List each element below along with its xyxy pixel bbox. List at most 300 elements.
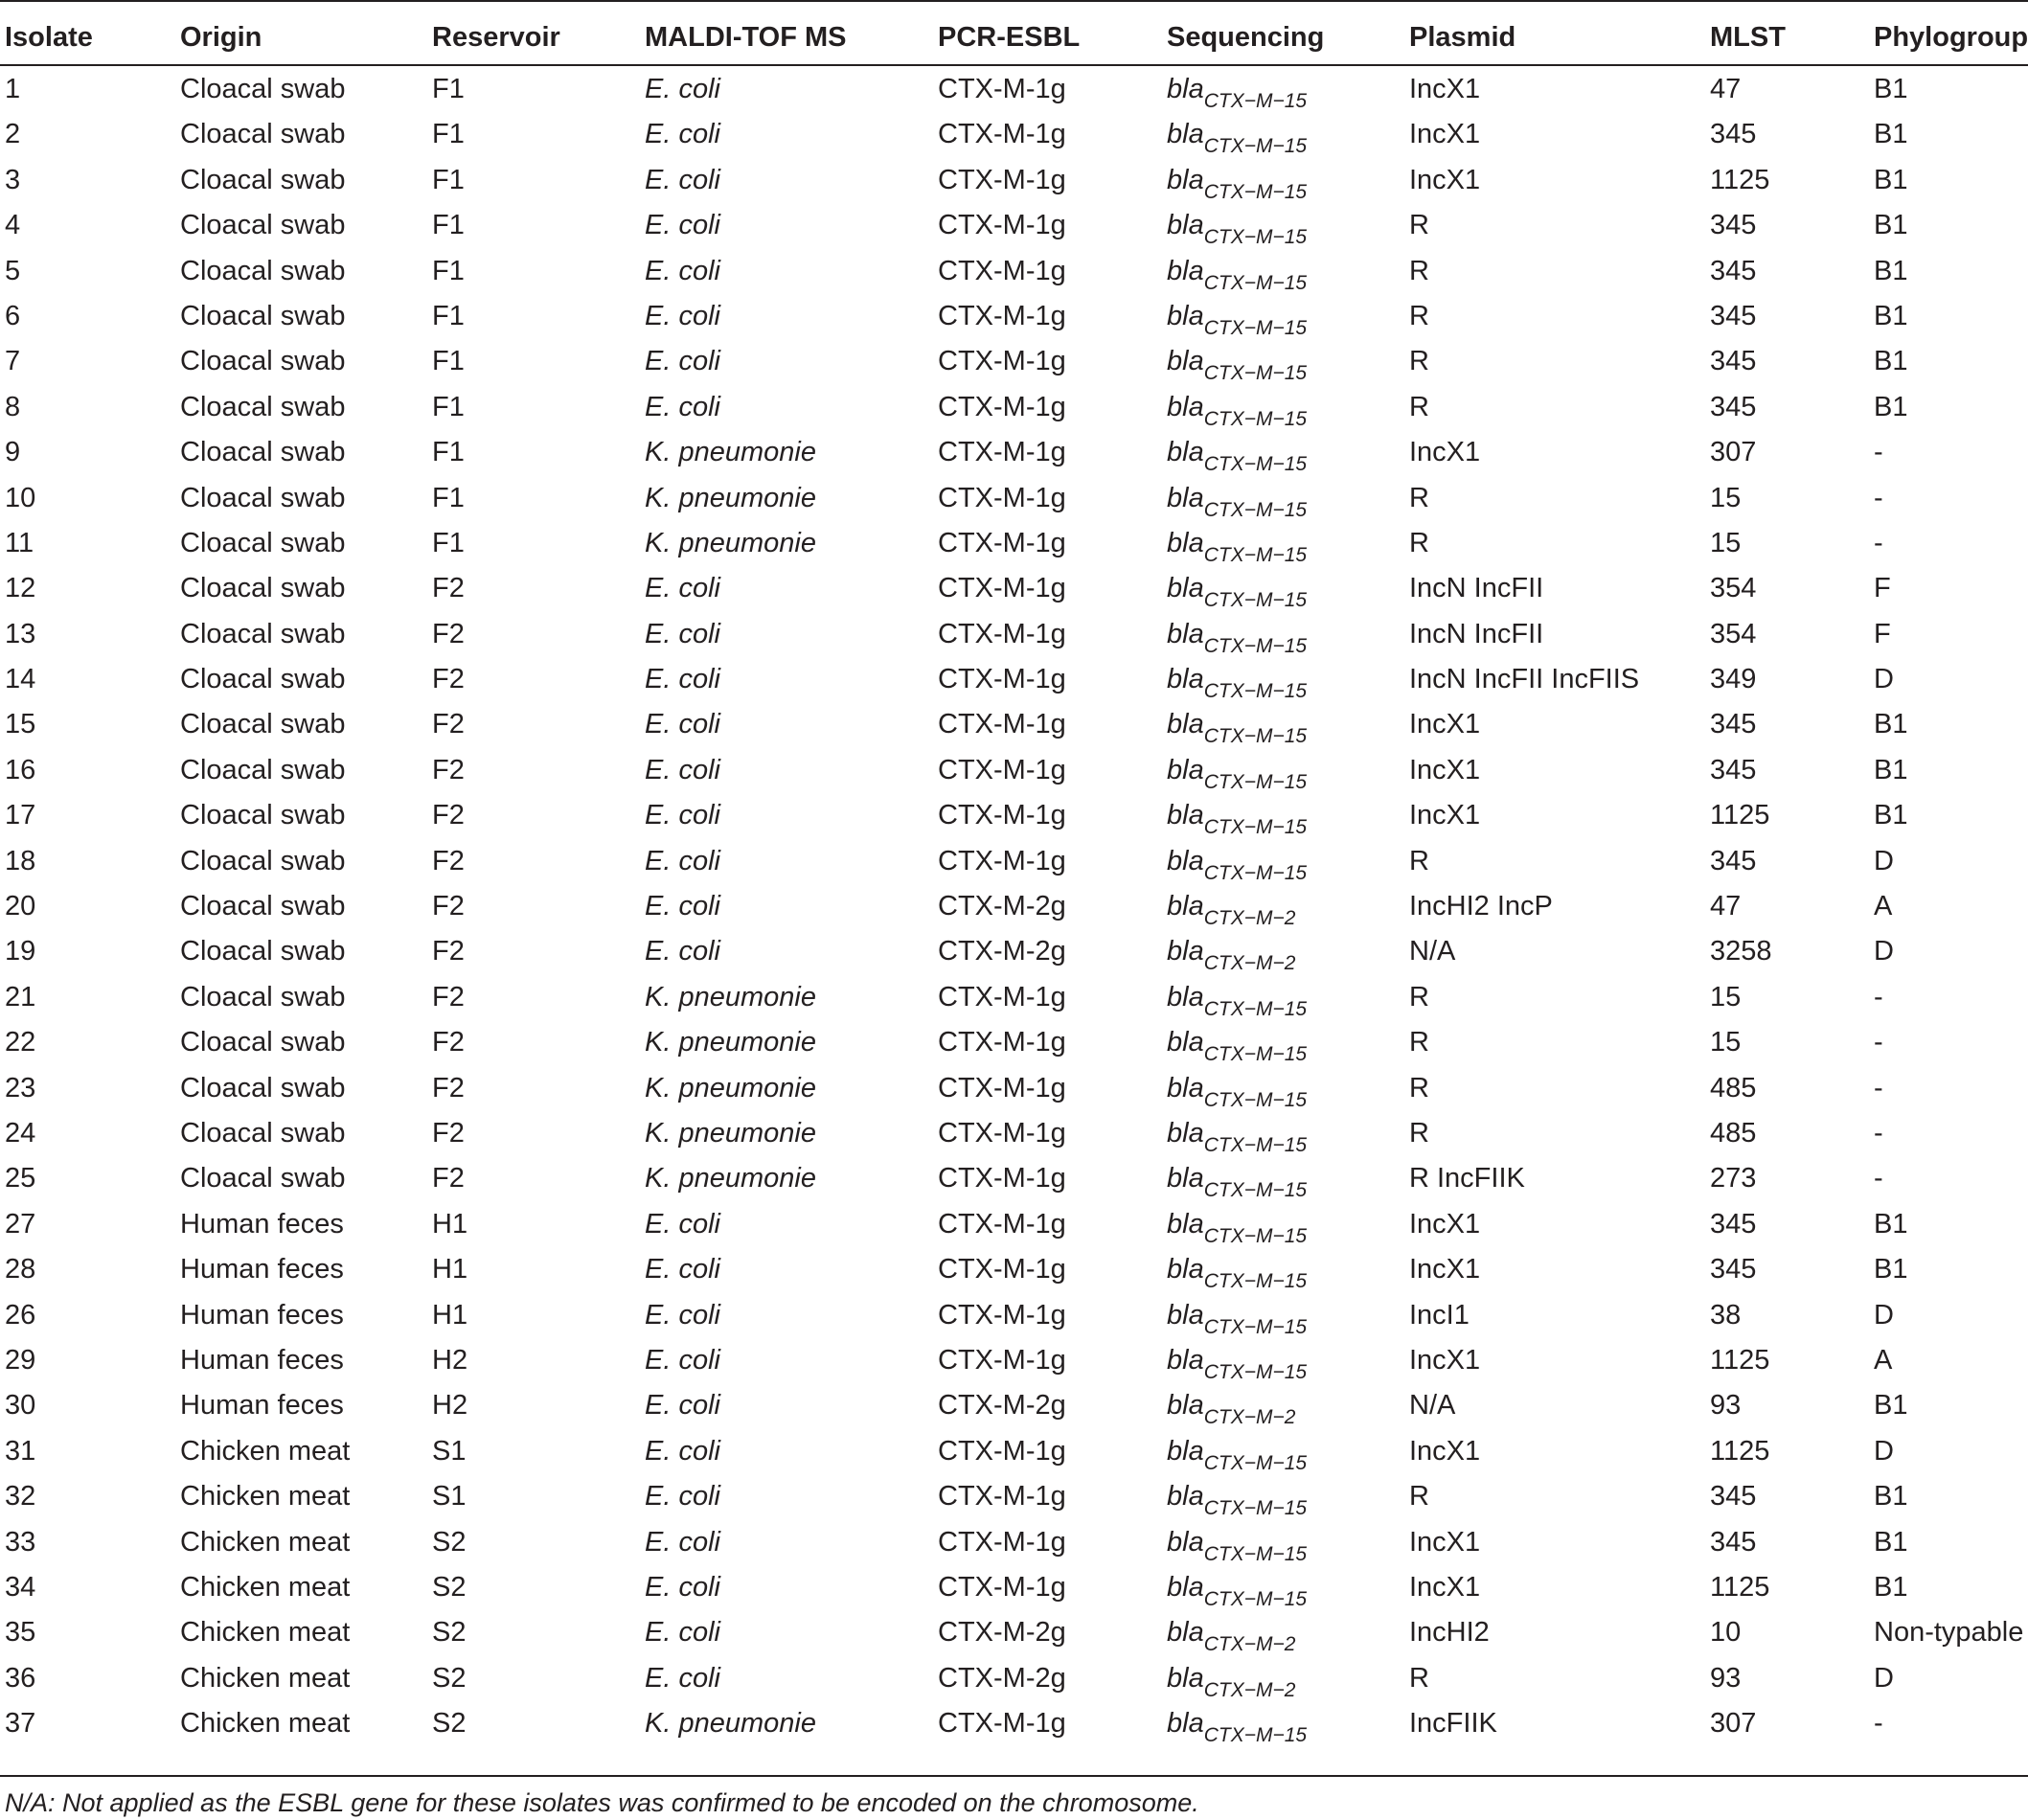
cell-isolate: 28 — [5, 1254, 36, 1285]
cell-origin: Human feces — [180, 1254, 344, 1285]
cell-reservoir: S1 — [432, 1481, 467, 1513]
table-row — [0, 338, 2028, 383]
cell-sequencing — [1167, 1344, 1308, 1383]
cell-isolate: 15 — [5, 709, 36, 740]
cell-phylogroup: B1 — [1874, 1390, 1908, 1422]
gene-prefix: bla — [1167, 891, 1204, 922]
gene-prefix: bla — [1167, 164, 1204, 195]
cell-sequencing — [1167, 1163, 1308, 1202]
table-row — [0, 928, 2028, 973]
gene-prefix: bla — [1167, 1027, 1204, 1058]
cell-origin: Human feces — [180, 1208, 344, 1240]
cell-pcr-esbl: CTX-M-1g — [938, 1072, 1066, 1103]
gene-subscript: CTX−M−15 — [1203, 1270, 1308, 1293]
cell-plasmid: R IncFIIK — [1409, 1163, 1525, 1194]
cell-pcr-esbl: CTX-M-1g — [938, 845, 1066, 876]
cell-mlst: 38 — [1710, 1299, 1742, 1331]
cell-sequencing — [1167, 300, 1308, 339]
cell-plasmid: IncX1 — [1409, 437, 1481, 468]
gene-subscript: CTX−M−15 — [1203, 634, 1308, 657]
gene-subscript: CTX−M−15 — [1203, 1043, 1308, 1066]
cell-maldi-tof-ms: E. coli — [645, 1662, 720, 1694]
cell-plasmid: IncX1 — [1409, 1254, 1481, 1285]
cell-phylogroup: B1 — [1874, 119, 1908, 150]
cell-pcr-esbl: CTX-M-1g — [938, 437, 1066, 468]
gene-prefix: bla — [1167, 1072, 1204, 1103]
cell-phylogroup: D — [1874, 664, 1894, 695]
header-pcr-esbl: PCR-ESBL — [938, 22, 1081, 53]
cell-phylogroup: B1 — [1874, 346, 1908, 377]
gene-prefix: bla — [1167, 437, 1204, 468]
cell-maldi-tof-ms: E. coli — [645, 119, 720, 150]
cell-mlst: 93 — [1710, 1390, 1742, 1422]
cell-mlst: 15 — [1710, 1027, 1742, 1058]
table-row — [0, 66, 2028, 111]
table-row — [0, 656, 2028, 701]
cell-phylogroup: F — [1874, 573, 1891, 604]
cell-pcr-esbl: CTX-M-2g — [938, 1662, 1066, 1694]
cell-sequencing — [1167, 845, 1308, 884]
cell-mlst: 345 — [1710, 391, 1757, 422]
cell-plasmid: N/A — [1409, 936, 1456, 967]
cell-maldi-tof-ms: E. coli — [645, 1526, 720, 1558]
cell-isolate: 5 — [5, 255, 21, 286]
gene-subscript: CTX−M−15 — [1203, 1724, 1308, 1747]
cell-plasmid: N/A — [1409, 1390, 1456, 1422]
cell-pcr-esbl: CTX-M-1g — [938, 1708, 1066, 1740]
cell-maldi-tof-ms: E. coli — [645, 300, 720, 331]
cell-phylogroup: B1 — [1874, 1526, 1908, 1558]
cell-plasmid: R — [1409, 1072, 1429, 1103]
cell-maldi-tof-ms: K. pneumonie — [645, 1027, 816, 1058]
cell-phylogroup: - — [1874, 981, 1883, 1012]
cell-origin: Cloacal swab — [180, 845, 346, 876]
cell-isolate: 19 — [5, 936, 36, 967]
cell-mlst: 1125 — [1710, 800, 1770, 831]
cell-phylogroup: B1 — [1874, 391, 1908, 422]
cell-sequencing — [1167, 1299, 1308, 1338]
cell-pcr-esbl: CTX-M-1g — [938, 573, 1066, 604]
gene-prefix: bla — [1167, 1254, 1204, 1285]
cell-reservoir: F2 — [432, 936, 465, 967]
table-row — [0, 1700, 2028, 1745]
cell-plasmid: IncX1 — [1409, 709, 1481, 740]
cell-reservoir: F2 — [432, 1163, 465, 1194]
cell-origin: Cloacal swab — [180, 346, 346, 377]
cell-pcr-esbl: CTX-M-1g — [938, 709, 1066, 740]
cell-plasmid: R — [1409, 845, 1429, 876]
cell-pcr-esbl: CTX-M-1g — [938, 1208, 1066, 1240]
cell-reservoir: F2 — [432, 1027, 465, 1058]
cell-plasmid: IncX1 — [1409, 800, 1481, 831]
cell-origin: Cloacal swab — [180, 119, 346, 150]
table-row — [0, 1201, 2028, 1246]
cell-pcr-esbl: CTX-M-2g — [938, 891, 1066, 922]
cell-mlst: 307 — [1710, 1708, 1757, 1740]
cell-pcr-esbl: CTX-M-2g — [938, 936, 1066, 967]
cell-maldi-tof-ms: E. coli — [645, 800, 720, 831]
cell-reservoir: H1 — [432, 1299, 468, 1331]
cell-reservoir: S2 — [432, 1708, 467, 1740]
cell-isolate: 14 — [5, 664, 36, 695]
table-row — [0, 1382, 2028, 1427]
table-row — [0, 1473, 2028, 1518]
gene-subscript: CTX−M−15 — [1203, 1315, 1308, 1338]
table-row — [0, 1246, 2028, 1291]
cell-mlst: 345 — [1710, 300, 1757, 331]
cell-phylogroup: B1 — [1874, 74, 1908, 104]
gene-prefix: bla — [1167, 800, 1204, 831]
cell-sequencing — [1167, 1435, 1308, 1474]
cell-isolate: 33 — [5, 1526, 36, 1558]
cell-isolate: 9 — [5, 437, 21, 468]
cell-mlst: 345 — [1710, 255, 1757, 286]
header-isolate: Isolate — [5, 22, 93, 53]
cell-plasmid: IncX1 — [1409, 164, 1481, 195]
cell-mlst: 93 — [1710, 1662, 1742, 1694]
cell-mlst: 345 — [1710, 346, 1757, 377]
gene-subscript: CTX−M−2 — [1203, 1406, 1296, 1429]
cell-phylogroup: A — [1874, 1344, 1893, 1376]
cell-pcr-esbl: CTX-M-1g — [938, 1344, 1066, 1376]
cell-sequencing — [1167, 1662, 1296, 1701]
cell-phylogroup: B1 — [1874, 210, 1908, 241]
table-row — [0, 248, 2028, 293]
cell-phylogroup: B1 — [1874, 300, 1908, 331]
cell-plasmid: IncX1 — [1409, 754, 1481, 785]
cell-plasmid: IncX1 — [1409, 1526, 1481, 1558]
cell-maldi-tof-ms: E. coli — [645, 573, 720, 604]
gene-prefix: bla — [1167, 981, 1204, 1012]
cell-reservoir: F1 — [432, 391, 465, 422]
cell-origin: Cloacal swab — [180, 300, 346, 331]
header-phylogroup: Phylogroup — [1874, 22, 2028, 53]
cell-origin: Cloacal swab — [180, 800, 346, 831]
cell-phylogroup: - — [1874, 1163, 1883, 1194]
cell-phylogroup: D — [1874, 1299, 1894, 1331]
cell-sequencing — [1167, 391, 1308, 430]
gene-subscript: CTX−M−15 — [1203, 316, 1308, 339]
cell-phylogroup: B1 — [1874, 164, 1908, 195]
cell-origin: Cloacal swab — [180, 164, 346, 195]
cell-sequencing — [1167, 210, 1308, 249]
cell-maldi-tof-ms: K. pneumonie — [645, 527, 816, 558]
cell-pcr-esbl: CTX-M-1g — [938, 1481, 1066, 1513]
gene-subscript: CTX−M−15 — [1203, 1542, 1308, 1565]
cell-phylogroup: D — [1874, 936, 1894, 967]
cell-origin: Chicken meat — [180, 1708, 351, 1740]
gene-prefix: bla — [1167, 1208, 1204, 1240]
cell-origin: Cloacal swab — [180, 709, 346, 740]
cell-mlst: 307 — [1710, 437, 1757, 468]
cell-plasmid: R — [1409, 1662, 1429, 1694]
cell-reservoir: F1 — [432, 210, 465, 241]
table-row — [0, 1019, 2028, 1064]
cell-plasmid: R — [1409, 391, 1429, 422]
table-row — [0, 1065, 2028, 1110]
cell-isolate: 26 — [5, 1299, 36, 1331]
gene-prefix: bla — [1167, 1344, 1204, 1376]
gene-subscript: CTX−M−15 — [1203, 135, 1308, 158]
cell-reservoir: F1 — [432, 346, 465, 377]
table-row — [0, 384, 2028, 429]
gene-subscript: CTX−M−15 — [1203, 861, 1308, 884]
cell-pcr-esbl: CTX-M-1g — [938, 1117, 1066, 1149]
cell-pcr-esbl: CTX-M-1g — [938, 1254, 1066, 1285]
gene-subscript: CTX−M−15 — [1203, 90, 1308, 112]
cell-maldi-tof-ms: E. coli — [645, 936, 720, 967]
cell-pcr-esbl: CTX-M-1g — [938, 210, 1066, 241]
cell-reservoir: S2 — [432, 1571, 467, 1603]
cell-sequencing — [1167, 346, 1308, 385]
cell-maldi-tof-ms: E. coli — [645, 1254, 720, 1285]
cell-isolate: 10 — [5, 482, 36, 513]
cell-origin: Cloacal swab — [180, 482, 346, 513]
cell-sequencing — [1167, 1526, 1308, 1565]
cell-phylogroup: - — [1874, 1072, 1883, 1103]
table-row — [0, 1155, 2028, 1200]
table-row — [0, 429, 2028, 474]
cell-plasmid: IncHI2 — [1409, 1617, 1490, 1649]
gene-prefix: bla — [1167, 664, 1204, 695]
gene-subscript: CTX−M−15 — [1203, 1497, 1308, 1520]
cell-maldi-tof-ms: E. coli — [645, 1617, 720, 1649]
header-origin: Origin — [180, 22, 262, 53]
table-row — [0, 883, 2028, 928]
cell-origin: Cloacal swab — [180, 527, 346, 558]
cell-reservoir: H2 — [432, 1390, 468, 1422]
cell-reservoir: F1 — [432, 164, 465, 195]
header-reservoir: Reservoir — [432, 22, 560, 53]
gene-subscript: CTX−M−15 — [1203, 1179, 1308, 1202]
gene-subscript: CTX−M−15 — [1203, 543, 1308, 566]
cell-origin: Human feces — [180, 1299, 344, 1331]
cell-isolate: 31 — [5, 1435, 36, 1467]
cell-pcr-esbl: CTX-M-1g — [938, 1299, 1066, 1331]
cell-phylogroup: D — [1874, 1662, 1894, 1694]
gene-subscript: CTX−M−15 — [1203, 362, 1308, 385]
cell-sequencing — [1167, 482, 1308, 521]
cell-reservoir: S2 — [432, 1662, 467, 1694]
table-row — [0, 1292, 2028, 1337]
cell-sequencing — [1167, 664, 1308, 703]
table-row — [0, 1428, 2028, 1473]
table-row — [0, 1110, 2028, 1155]
cell-sequencing — [1167, 754, 1308, 793]
gene-subscript: CTX−M−15 — [1203, 1587, 1308, 1610]
table-row — [0, 838, 2028, 883]
cell-sequencing — [1167, 1708, 1308, 1747]
table-row — [0, 701, 2028, 746]
gene-prefix: bla — [1167, 618, 1204, 649]
gene-subscript: CTX−M−15 — [1203, 725, 1308, 748]
cell-origin: Chicken meat — [180, 1662, 351, 1694]
cell-origin: Cloacal swab — [180, 891, 346, 922]
gene-subscript: CTX−M−2 — [1203, 952, 1296, 975]
gene-subscript: CTX−M−15 — [1203, 180, 1308, 203]
cell-maldi-tof-ms: E. coli — [645, 754, 720, 785]
cell-maldi-tof-ms: K. pneumonie — [645, 1708, 816, 1740]
cell-pcr-esbl: CTX-M-1g — [938, 981, 1066, 1012]
gene-subscript: CTX−M−15 — [1203, 498, 1308, 521]
cell-origin: Cloacal swab — [180, 255, 346, 286]
cell-isolate: 7 — [5, 346, 21, 377]
cell-maldi-tof-ms: K. pneumonie — [645, 1072, 816, 1103]
cell-origin: Cloacal swab — [180, 618, 346, 649]
cell-sequencing — [1167, 1617, 1296, 1656]
gene-prefix: bla — [1167, 1299, 1204, 1331]
table-row — [0, 157, 2028, 202]
cell-pcr-esbl: CTX-M-1g — [938, 482, 1066, 513]
gene-subscript: CTX−M−15 — [1203, 770, 1308, 793]
cell-pcr-esbl: CTX-M-2g — [938, 1617, 1066, 1649]
cell-phylogroup: F — [1874, 618, 1891, 649]
cell-reservoir: F2 — [432, 664, 465, 695]
gene-prefix: bla — [1167, 346, 1204, 377]
header-mlst: MLST — [1710, 22, 1786, 53]
cell-origin: Cloacal swab — [180, 936, 346, 967]
table-footnote: N/A: Not applied as the ESBL gene for these isolates was confirmed to be encoded on the chromosome. — [5, 1788, 1199, 1817]
cell-pcr-esbl: CTX-M-1g — [938, 1163, 1066, 1194]
cell-plasmid: R — [1409, 346, 1429, 377]
cell-phylogroup: - — [1874, 527, 1883, 558]
cell-maldi-tof-ms: E. coli — [645, 255, 720, 286]
gene-subscript: CTX−M−15 — [1203, 680, 1308, 703]
table-body — [0, 66, 2028, 1745]
cell-mlst: 485 — [1710, 1072, 1757, 1103]
gene-prefix: bla — [1167, 573, 1204, 604]
cell-phylogroup: B1 — [1874, 1481, 1908, 1513]
cell-mlst: 345 — [1710, 845, 1757, 876]
gene-prefix: bla — [1167, 482, 1204, 513]
cell-sequencing — [1167, 437, 1308, 476]
cell-isolate: 29 — [5, 1344, 36, 1376]
cell-sequencing — [1167, 981, 1308, 1020]
cell-reservoir: S1 — [432, 1435, 467, 1467]
cell-origin: Cloacal swab — [180, 664, 346, 695]
cell-origin: Cloacal swab — [180, 74, 346, 104]
cell-sequencing — [1167, 709, 1308, 748]
gene-subscript: CTX−M−15 — [1203, 271, 1308, 294]
cell-mlst: 485 — [1710, 1117, 1757, 1149]
cell-reservoir: F2 — [432, 800, 465, 831]
cell-origin: Cloacal swab — [180, 1117, 346, 1149]
table-row — [0, 565, 2028, 610]
cell-isolate: 3 — [5, 164, 21, 195]
cell-isolate: 8 — [5, 391, 21, 422]
cell-plasmid: IncX1 — [1409, 1344, 1481, 1376]
cell-maldi-tof-ms: E. coli — [645, 891, 720, 922]
cell-sequencing — [1167, 1208, 1308, 1247]
cell-reservoir: F1 — [432, 255, 465, 286]
table-row — [0, 1609, 2028, 1654]
cell-mlst: 345 — [1710, 1254, 1757, 1285]
cell-isolate: 2 — [5, 119, 21, 150]
cell-isolate: 37 — [5, 1708, 36, 1740]
cell-phylogroup: - — [1874, 437, 1883, 468]
cell-sequencing — [1167, 1072, 1308, 1111]
cell-reservoir: S2 — [432, 1526, 467, 1558]
cell-reservoir: F2 — [432, 981, 465, 1012]
cell-isolate: 30 — [5, 1390, 36, 1422]
cell-reservoir: F2 — [432, 1072, 465, 1103]
cell-sequencing — [1167, 800, 1308, 839]
cell-reservoir: F2 — [432, 1117, 465, 1149]
cell-origin: Cloacal swab — [180, 1072, 346, 1103]
cell-plasmid: R — [1409, 1481, 1429, 1513]
cell-phylogroup: B1 — [1874, 1254, 1908, 1285]
cell-reservoir: F2 — [432, 709, 465, 740]
cell-mlst: 273 — [1710, 1163, 1757, 1194]
cell-pcr-esbl: CTX-M-1g — [938, 391, 1066, 422]
cell-isolate: 22 — [5, 1027, 36, 1058]
cell-isolate: 24 — [5, 1117, 36, 1149]
gene-prefix: bla — [1167, 845, 1204, 876]
cell-origin: Cloacal swab — [180, 573, 346, 604]
cell-pcr-esbl: CTX-M-1g — [938, 1571, 1066, 1603]
cell-sequencing — [1167, 255, 1308, 294]
cell-origin: Cloacal swab — [180, 754, 346, 785]
cell-plasmid: R — [1409, 482, 1429, 513]
cell-mlst: 1125 — [1710, 1344, 1770, 1376]
cell-plasmid: IncX1 — [1409, 1571, 1481, 1603]
cell-reservoir: F1 — [432, 300, 465, 331]
cell-origin: Chicken meat — [180, 1571, 351, 1603]
gene-prefix: bla — [1167, 1481, 1204, 1513]
table-row — [0, 1655, 2028, 1700]
cell-sequencing — [1167, 573, 1308, 612]
cell-phylogroup: Non-typable — [1874, 1617, 2024, 1649]
cell-maldi-tof-ms: E. coli — [645, 391, 720, 422]
gene-prefix: bla — [1167, 255, 1204, 286]
cell-mlst: 15 — [1710, 482, 1742, 513]
cell-plasmid: IncN IncFII IncFIIS — [1409, 664, 1640, 695]
cell-maldi-tof-ms: K. pneumonie — [645, 1117, 816, 1149]
cell-origin: Chicken meat — [180, 1617, 351, 1649]
cell-isolate: 36 — [5, 1662, 36, 1694]
gene-prefix: bla — [1167, 1662, 1204, 1694]
cell-pcr-esbl: CTX-M-1g — [938, 800, 1066, 831]
gene-subscript: CTX−M−15 — [1203, 816, 1308, 839]
gene-subscript: CTX−M−2 — [1203, 1633, 1296, 1656]
cell-isolate: 35 — [5, 1617, 36, 1649]
table-row — [0, 747, 2028, 792]
cell-plasmid: IncX1 — [1409, 1208, 1481, 1240]
cell-reservoir: F2 — [432, 845, 465, 876]
cell-sequencing — [1167, 164, 1308, 203]
cell-maldi-tof-ms: K. pneumonie — [645, 437, 816, 468]
table-row — [0, 111, 2028, 156]
cell-plasmid: R — [1409, 527, 1429, 558]
cell-isolate: 21 — [5, 981, 36, 1012]
cell-mlst: 345 — [1710, 754, 1757, 785]
gene-subscript: CTX−M−15 — [1203, 1133, 1308, 1156]
gene-prefix: bla — [1167, 1390, 1204, 1422]
cell-origin: Human feces — [180, 1344, 344, 1376]
table-row — [0, 520, 2028, 565]
gene-prefix: bla — [1167, 1117, 1204, 1149]
cell-mlst: 345 — [1710, 210, 1757, 241]
cell-isolate: 27 — [5, 1208, 36, 1240]
table-row — [0, 611, 2028, 656]
cell-phylogroup: B1 — [1874, 709, 1908, 740]
cell-plasmid: IncX1 — [1409, 119, 1481, 150]
cell-maldi-tof-ms: E. coli — [645, 1435, 720, 1467]
cell-reservoir: F1 — [432, 482, 465, 513]
cell-sequencing — [1167, 1390, 1296, 1429]
gene-prefix: bla — [1167, 1708, 1204, 1740]
cell-maldi-tof-ms: E. coli — [645, 709, 720, 740]
